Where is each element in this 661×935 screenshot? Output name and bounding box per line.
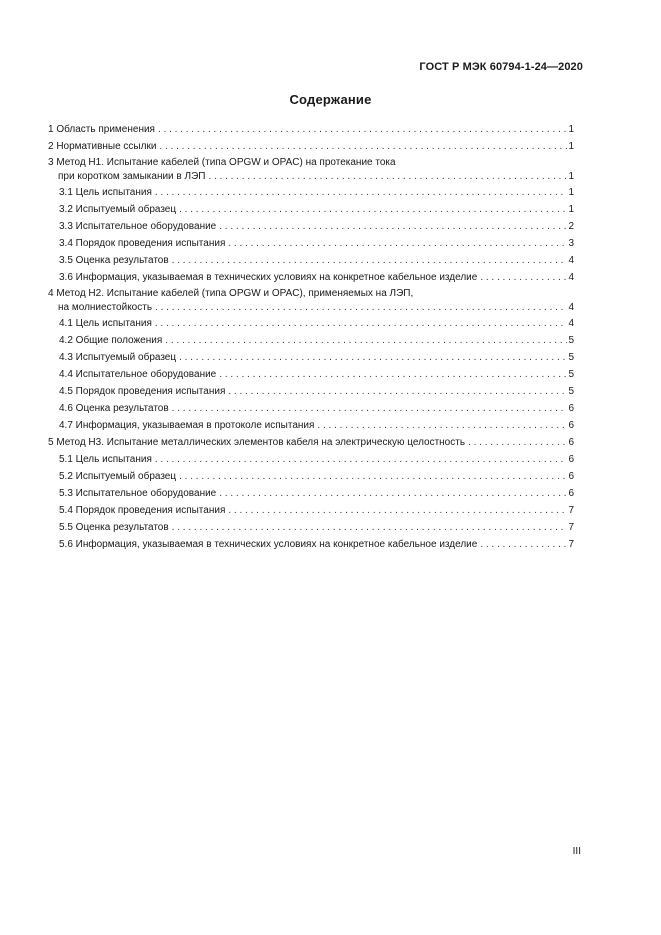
toc-entry-label-line1: 3 Метод H1. Испытание кабелей (типа OPGW и OPAC) на протекание тока bbox=[48, 157, 396, 168]
toc-entry-label: 5.3 Испытательное оборудование bbox=[59, 488, 217, 499]
toc-entry-label: на молниестойкость bbox=[58, 302, 153, 313]
toc-entry-page: 1 bbox=[568, 141, 574, 152]
toc-entry-label: 3.5 Оценка результатов bbox=[59, 255, 169, 266]
leader-dots bbox=[179, 201, 567, 218]
leader-dots bbox=[155, 451, 568, 468]
toc-entry-4-2[interactable] bbox=[48, 332, 574, 349]
leader-dots bbox=[228, 235, 567, 252]
leader-dots bbox=[155, 300, 567, 315]
toc-entry-label: 4.7 Информация, указываемая в протоколе испытания bbox=[59, 420, 315, 431]
toc-entry-4-6[interactable] bbox=[48, 400, 574, 417]
toc-entry-4-4[interactable] bbox=[48, 366, 574, 383]
leader-dots bbox=[219, 366, 567, 383]
toc-entry-label: 4.1 Цель испытания bbox=[59, 318, 152, 329]
toc-entry-label-line1: 4 Метод H2. Испытание кабелей (типа OPGW и OPAC), применяемых на ЛЭП, bbox=[48, 288, 414, 299]
toc-entry-label: 4.4 Испытательное оборудование bbox=[59, 369, 217, 380]
toc-entry-label: 5.5 Оценка результатов bbox=[59, 522, 169, 533]
toc-title: Содержание bbox=[289, 92, 372, 107]
toc-entry-3-5[interactable] bbox=[48, 252, 574, 269]
toc-entry-page: 6 bbox=[568, 437, 574, 448]
leader-dots bbox=[155, 184, 568, 201]
leader-dots bbox=[480, 536, 567, 553]
toc-entry-4-1[interactable] bbox=[48, 315, 574, 332]
toc-entry-page: 4 bbox=[568, 318, 574, 329]
toc-entry-page: 6 bbox=[568, 488, 574, 499]
toc-entry-label: 4.5 Порядок проведения испытания bbox=[59, 386, 226, 397]
leader-dots bbox=[228, 383, 567, 400]
toc-entry-4-5[interactable] bbox=[48, 383, 574, 400]
toc-entry-page: 5 bbox=[568, 335, 574, 346]
toc-entry-page: 4 bbox=[568, 302, 574, 313]
toc-entry-page: 7 bbox=[568, 505, 574, 516]
toc-entry-5-4[interactable] bbox=[48, 502, 574, 519]
leader-dots bbox=[172, 519, 568, 536]
toc-entry-5-6[interactable] bbox=[48, 536, 574, 553]
toc-entry-5-5[interactable] bbox=[48, 519, 574, 536]
leader-dots bbox=[179, 468, 567, 485]
leader-dots bbox=[468, 434, 567, 451]
leader-dots bbox=[158, 121, 567, 138]
page-number: III bbox=[572, 846, 581, 857]
toc-entry-2[interactable] bbox=[48, 138, 574, 155]
leader-dots bbox=[172, 252, 568, 269]
toc-entry-label: 5.1 Цель испытания bbox=[59, 454, 152, 465]
toc-entry-label: 3.2 Испытуемый образец bbox=[59, 204, 177, 215]
toc-entry-page: 6 bbox=[568, 403, 574, 414]
toc-entry-page: 2 bbox=[568, 221, 574, 232]
toc-entry-page: 1 bbox=[568, 204, 574, 215]
leader-dots bbox=[228, 502, 567, 519]
toc-entry-3-1[interactable] bbox=[48, 184, 574, 201]
toc-entry-1[interactable] bbox=[48, 121, 574, 138]
toc-entry-label: при коротком замыкании в ЛЭП bbox=[58, 171, 206, 182]
leader-dots bbox=[179, 349, 567, 366]
toc-entry-page: 1 bbox=[568, 171, 574, 182]
leader-dots bbox=[165, 332, 567, 349]
toc-entry-page: 4 bbox=[568, 255, 574, 266]
leader-dots bbox=[219, 485, 567, 502]
toc-entry-label: 3.1 Цель испытания bbox=[59, 187, 152, 198]
toc-entry-label: 5.2 Испытуемый образец bbox=[59, 471, 177, 482]
toc-entry-label: 2 Нормативные ссылки bbox=[48, 141, 157, 152]
toc-entry-5[interactable] bbox=[48, 434, 574, 451]
toc-entry-5-1[interactable] bbox=[48, 451, 574, 468]
toc-entry-page: 1 bbox=[568, 124, 574, 135]
toc-entry-4-7[interactable] bbox=[48, 417, 574, 434]
leader-dots bbox=[317, 417, 567, 434]
toc-entry-label: 3.3 Испытательное оборудование bbox=[59, 221, 217, 232]
toc-entry-page: 6 bbox=[568, 454, 574, 465]
toc-entry-page: 6 bbox=[568, 420, 574, 431]
toc-entry-5-2[interactable] bbox=[48, 468, 574, 485]
leader-dots bbox=[480, 269, 567, 286]
toc-entry-3[interactable] bbox=[48, 157, 574, 184]
toc-entry-label: 5.6 Информация, указываемая в технических условиях на конкретное кабельное изделие bbox=[59, 539, 478, 550]
toc-entry-label: 5.4 Порядок проведения испытания bbox=[59, 505, 226, 516]
toc-entry-label: 3.6 Информация, указываемая в технических условиях на конкретное кабельное изделие bbox=[59, 272, 478, 283]
toc-entry-label: 1 Область применения bbox=[48, 124, 155, 135]
document-code: ГОСТ Р МЭК 60794-1-24—2020 bbox=[419, 61, 583, 73]
toc-entry-page: 5 bbox=[568, 369, 574, 380]
toc-entry-label: 4.3 Испытуемый образец bbox=[59, 352, 177, 363]
toc-entry-label: 4.6 Оценка результатов bbox=[59, 403, 169, 414]
toc-entry-3-2[interactable] bbox=[48, 201, 574, 218]
toc-entry-page: 1 bbox=[568, 187, 574, 198]
toc-entry-5-3[interactable] bbox=[48, 485, 574, 502]
toc-entry-page: 7 bbox=[568, 539, 574, 550]
toc-entry-label: 3.4 Порядок проведения испытания bbox=[59, 238, 226, 249]
toc-entry-page: 7 bbox=[568, 522, 574, 533]
toc-entry-page: 6 bbox=[568, 471, 574, 482]
table-of-contents bbox=[48, 121, 574, 553]
toc-entry-4[interactable] bbox=[48, 288, 574, 315]
leader-dots bbox=[159, 138, 567, 155]
leader-dots bbox=[172, 400, 568, 417]
toc-entry-3-4[interactable] bbox=[48, 235, 574, 252]
leader-dots bbox=[155, 315, 568, 332]
leader-dots bbox=[208, 169, 567, 184]
toc-entry-label: 5 Метод H3. Испытание металлических элементов кабеля на электрическую целостность bbox=[48, 437, 466, 448]
toc-entry-page: 3 bbox=[568, 238, 574, 249]
toc-entry-3-6[interactable] bbox=[48, 269, 574, 286]
leader-dots bbox=[219, 218, 567, 235]
toc-entry-4-3[interactable] bbox=[48, 349, 574, 366]
toc-entry-page: 4 bbox=[568, 272, 574, 283]
toc-entry-page: 5 bbox=[568, 352, 574, 363]
toc-entry-3-3[interactable] bbox=[48, 218, 574, 235]
toc-entry-page: 5 bbox=[568, 386, 574, 397]
toc-entry-label: 4.2 Общие положения bbox=[59, 335, 163, 346]
